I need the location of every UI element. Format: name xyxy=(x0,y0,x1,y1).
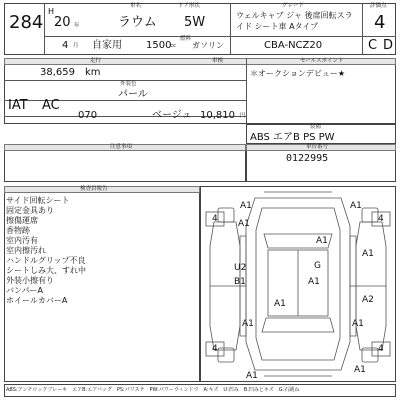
report-line: シートしみ大、すれ中 xyxy=(6,266,86,275)
air-conditioner: AC xyxy=(42,98,60,113)
interior-color: ベージュ xyxy=(152,110,192,121)
color-number: 070 xyxy=(78,110,98,121)
damage-mark: A1 xyxy=(352,319,364,329)
mileage: 38,659 xyxy=(40,67,75,78)
fuel: ガソリン xyxy=(192,41,224,50)
tire-rl-mark: 4 xyxy=(212,344,218,354)
damage-mark: A1 xyxy=(240,201,252,211)
grade-line1: ウェルキャブ ジャ 後席回転スラ xyxy=(236,11,353,20)
report-line: ハンドルグリップ不良 xyxy=(6,256,86,265)
mileage-label: 走行 xyxy=(90,58,102,64)
grade-label: グレード xyxy=(282,3,305,9)
report-line: ホイールカバーA xyxy=(6,296,68,305)
door-label: ドア形状 xyxy=(178,3,200,9)
exterior-color: パール xyxy=(118,89,148,100)
month: 4 xyxy=(62,40,69,51)
report-line: 固定金具あり xyxy=(6,206,54,215)
damage-mark: A1 xyxy=(246,371,258,381)
car-outline-diagram xyxy=(200,186,396,382)
damage-mark: A1 xyxy=(238,219,250,229)
report-line: 室内擦汚れ xyxy=(6,246,46,255)
recycle-unit: 円 xyxy=(240,113,246,119)
use: 自家用 xyxy=(92,40,122,51)
frame-label: 車台番号 xyxy=(306,144,329,150)
damage-mark: A2 xyxy=(362,295,374,305)
report-line: 香物跡 xyxy=(6,226,30,235)
score: 4 xyxy=(374,12,386,33)
month-unit: 月 xyxy=(73,43,79,49)
lot-number: 284 xyxy=(9,12,44,33)
grade-line2: イド シート車 Aタイプ xyxy=(236,22,319,31)
damage-mark: U2 xyxy=(234,263,247,273)
car-name: ラウム xyxy=(118,15,157,30)
damage-mark: B1 xyxy=(234,277,246,287)
notes-label: 注意事項 xyxy=(110,144,133,150)
report-line: 外装小擦有り xyxy=(6,276,54,285)
recycle-fee: 10,810 xyxy=(200,110,235,121)
fuel-label: 燃料 xyxy=(180,36,192,42)
model-year: 20 xyxy=(54,15,71,30)
report-line: 室内汚有 xyxy=(6,236,38,245)
color-label: 外装色 xyxy=(120,81,137,87)
report-line: 擦傷運席 xyxy=(6,216,38,225)
exterior-grade: D xyxy=(383,38,394,53)
tire-rr-mark: 4 xyxy=(378,344,384,354)
report-line: サイド回転シート xyxy=(6,196,70,205)
model-code: CBA-NCZ20 xyxy=(264,40,323,51)
cc-unit: cc xyxy=(170,43,177,49)
damage-mark: A1 xyxy=(242,319,254,329)
era: H xyxy=(48,7,55,16)
tire-fl-mark: 4 xyxy=(212,214,218,224)
equipment-label: 装備 xyxy=(310,124,322,130)
damage-mark: A1 xyxy=(354,365,366,375)
sales-point: ＊オークションデビュー★ xyxy=(250,69,346,78)
car-name-label: 車名 xyxy=(130,3,142,9)
shaken-label: 車検 xyxy=(212,58,224,64)
report-line: バンパーA xyxy=(6,286,43,295)
score-label: 評価点 xyxy=(370,3,387,9)
damage-mark: A1 xyxy=(316,236,328,246)
tire-fr-mark: 4 xyxy=(378,214,384,224)
transmission: IAT xyxy=(8,98,28,113)
damage-mark: A1 xyxy=(350,201,362,211)
damage-mark: A1 xyxy=(274,299,286,309)
footer-legend: ABS:アンチロックブレーキ エアB:エアバッグ PS:パワステ PW:パワーウィンドウ A:キズ U:凹み B:凹みとキズ G:石跳ね xyxy=(6,387,300,393)
sales-point-label: セールスポイント xyxy=(300,58,344,64)
inspector-report-lines xyxy=(6,195,196,305)
inspector-label: 検査員報告 xyxy=(80,186,108,192)
frame-number: 0122995 xyxy=(286,153,329,164)
mileage-unit: km xyxy=(85,67,101,78)
equipment-items: ABS エアB PS PW xyxy=(250,132,335,143)
damage-mark: A1 xyxy=(308,277,320,287)
interior-grade: C xyxy=(368,38,378,53)
displacement: 1500 xyxy=(146,40,172,51)
year-unit: 年 xyxy=(74,23,80,29)
damage-mark: G xyxy=(314,261,321,271)
damage-mark: A1 xyxy=(362,249,374,259)
door-type: 5W xyxy=(184,15,206,30)
